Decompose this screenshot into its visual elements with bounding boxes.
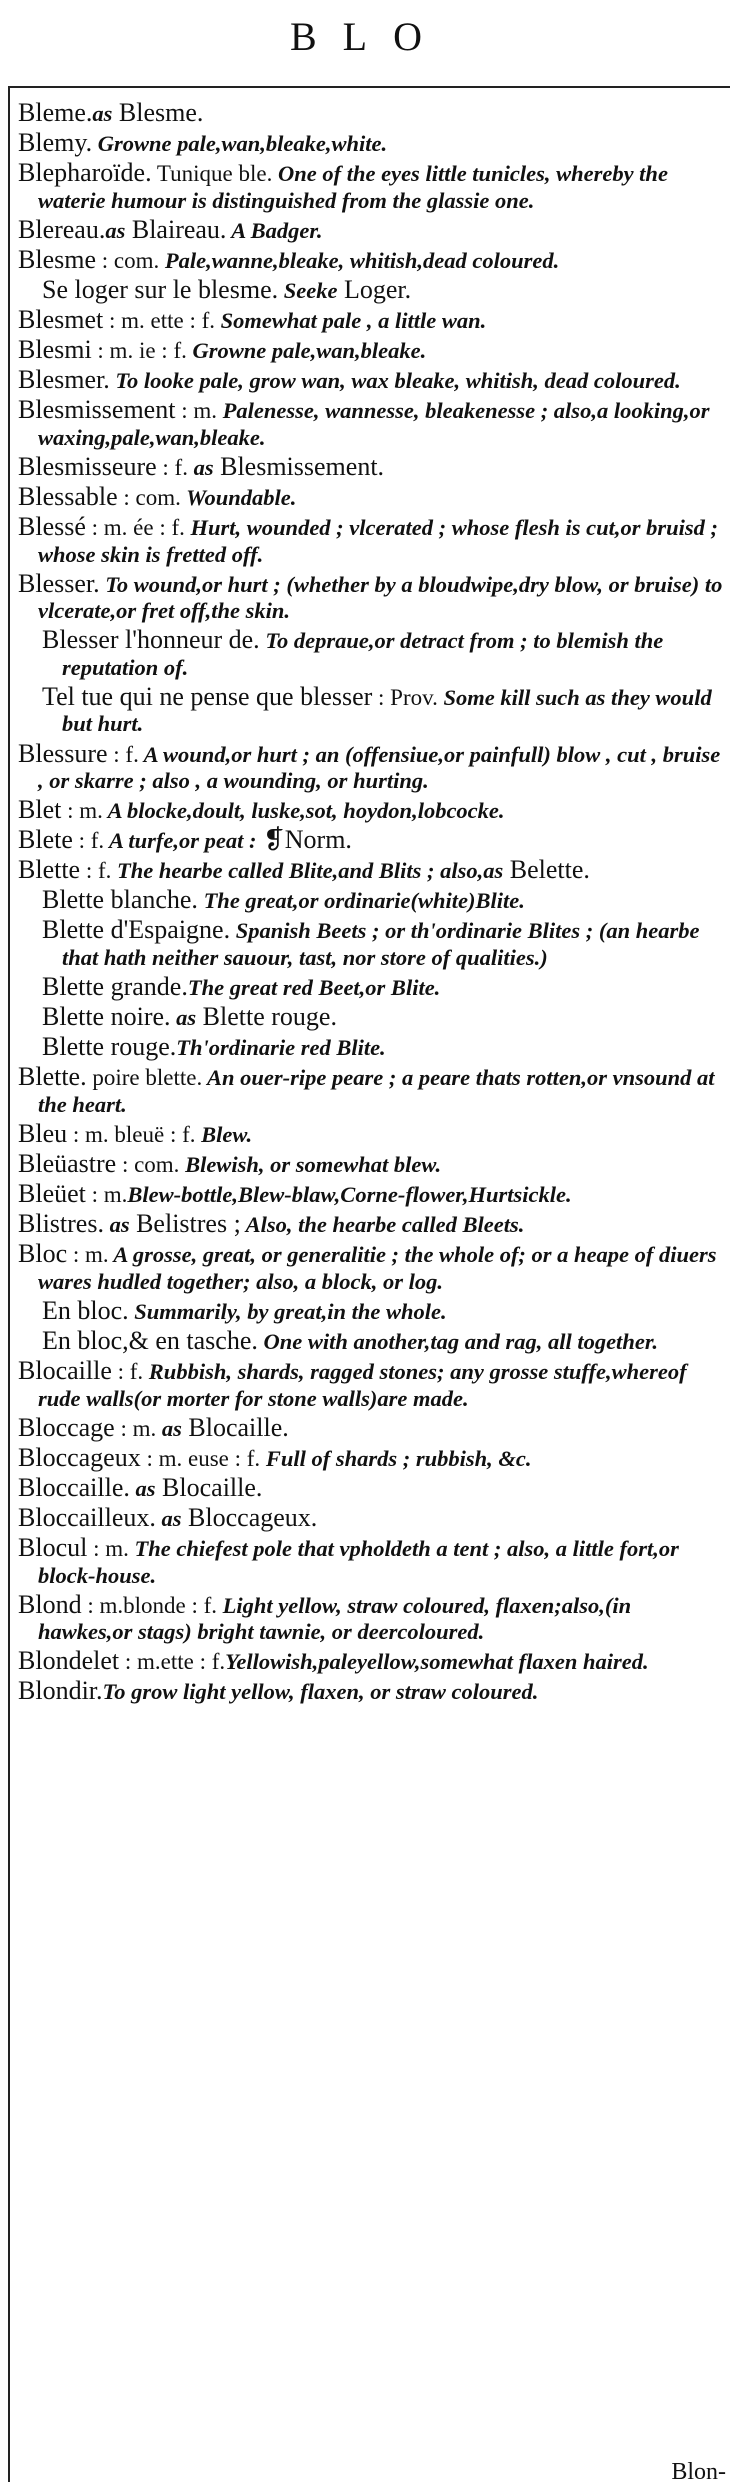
grammar: : com.	[116, 1152, 180, 1178]
definition: A turfe,or peat :	[104, 828, 257, 854]
dictionary-entry	[18, 451, 730, 482]
headword: Blesmi	[18, 335, 92, 365]
definition: A grosse, great, or generalitie ; the whole of; or a heape of diuers wares hudled together; also, a block, or log.	[38, 1242, 717, 1294]
definition: Th'ordinarie red Blite.	[176, 1035, 386, 1061]
headword: Bloccage	[18, 1412, 115, 1442]
grammar: : m.ette : f.	[119, 1649, 226, 1675]
definition: Summarily, by great,in the whole.	[128, 1298, 447, 1324]
reference: Blesme.	[112, 98, 204, 127]
grammar: : com.	[117, 485, 181, 511]
headword: Bloccaille.	[18, 1472, 130, 1502]
definition: Woundable.	[180, 485, 297, 511]
grammar: : f.	[80, 858, 112, 884]
dictionary-entry	[18, 1535, 730, 1589]
sub-entry	[42, 1004, 730, 1032]
definition: Rubbish, shards, ragged stones; any grosse stuffe,whereof rude walls(or morter for stone walls)are made.	[38, 1359, 687, 1411]
page-title: BLO	[290, 14, 448, 59]
dictionary-entry	[18, 130, 730, 158]
dictionary-entry	[18, 214, 730, 245]
grammar: : m.	[175, 398, 217, 424]
grammar: : m. ie : f.	[91, 338, 187, 364]
grammar: : f.	[72, 828, 105, 854]
grammar: : f.	[111, 1359, 144, 1385]
headword: Blesser l'honneur de.	[42, 625, 260, 655]
dictionary-entry	[18, 1181, 730, 1209]
headword: Blete	[18, 825, 73, 855]
headword: Blesmissement	[18, 395, 176, 425]
dictionary-entry	[18, 397, 730, 451]
headword: Bleüet	[18, 1179, 86, 1209]
headword: Blesmisseure	[18, 451, 157, 481]
dictionary-entry	[18, 514, 730, 568]
headword: Blepharoïde.	[18, 158, 152, 188]
reference: ❡Norm.	[256, 825, 352, 855]
grammar: : m.blonde : f.	[81, 1592, 218, 1618]
definition: as	[105, 217, 126, 243]
definition: as	[170, 1005, 197, 1031]
sub-entry	[42, 917, 730, 971]
headword: Blette blanche.	[42, 885, 198, 915]
grammar: : f.	[156, 454, 188, 480]
headword: Blette rouge.	[42, 1032, 177, 1062]
headword: Blette	[18, 855, 81, 885]
headword: En bloc.	[42, 1295, 129, 1325]
headword: Blette noire.	[42, 1002, 171, 1032]
definition: as	[156, 1415, 182, 1441]
page-header	[0, 4, 738, 70]
definition: Pale,wanne,bleake, whitish,dead coloured.	[159, 247, 560, 273]
definition: as	[155, 1505, 182, 1531]
dictionary-entry	[18, 738, 730, 795]
definition: The great,or ordinarie(white)Blite.	[197, 888, 525, 914]
dictionary-entry	[18, 484, 730, 512]
dictionary-entry	[18, 307, 730, 335]
definition: Somewhat pale , a little wan.	[215, 308, 487, 334]
grammar: Tunique ble.	[151, 161, 273, 187]
grammar: poire blette.	[86, 1065, 203, 1091]
definition: Blew-bottle,Blew-blaw,Corne-flower,Hurtsickle.	[127, 1182, 572, 1208]
definition: To grow light yellow, flaxen, or straw coloured.	[102, 1679, 539, 1705]
headword: Blemy.	[18, 128, 93, 158]
column-rule	[8, 86, 10, 2482]
headword: Blessure	[18, 738, 108, 768]
reference: Loger.	[337, 274, 412, 304]
dictionary-entry	[18, 367, 730, 395]
definition: as	[129, 1475, 156, 1501]
definition: Growne pale,wan,bleake.	[186, 338, 427, 364]
dictionary-entries	[18, 100, 730, 1708]
dictionary-entry	[18, 1118, 730, 1149]
definition: A Badger.	[226, 217, 323, 243]
definition: as	[103, 1212, 130, 1238]
dictionary-entry	[18, 1442, 730, 1473]
headword: Blette grande.	[42, 972, 188, 1002]
definition: The great red Beet,or Blite.	[187, 975, 441, 1001]
headword: Blette.	[18, 1062, 87, 1092]
headword: Blesmer.	[18, 365, 110, 395]
grammar: : m.	[85, 1182, 128, 1208]
reference: Blaireau.	[125, 214, 227, 244]
headword: Blet	[18, 795, 62, 825]
definition: Hurt, wounded ; vlcerated ; whose flesh is cut,or bruisd ; whose skin is fretted off.	[38, 515, 719, 567]
sub-entry	[42, 627, 730, 681]
sub-entry	[42, 681, 730, 738]
reference: Blette rouge.	[196, 1002, 337, 1032]
definition: To looke pale, grow wan, wax bleake, whitish, dead coloured.	[109, 368, 681, 394]
headword: Blessé	[18, 512, 86, 542]
definition: Palenesse, wannesse, bleakenesse ; also,a looking,or waxing,pale,wan,bleake.	[38, 398, 710, 450]
definition: One of the eyes little tunicles, whereby the waterie humour is distinguished from the glassie one.	[38, 161, 668, 213]
definition: as	[92, 101, 113, 126]
definition: To wound,or hurt ; (whether by a bloudwipe,dry blow, or bruise) to vlcerate,or fret off,the skin.	[38, 571, 723, 624]
dictionary-entry	[18, 1502, 730, 1533]
dictionary-entry	[18, 1678, 730, 1706]
grammar: : m. ée : f.	[85, 515, 185, 541]
dictionary-entry	[18, 244, 730, 275]
dictionary-entry	[18, 1151, 730, 1179]
reference: Blesmissement.	[213, 451, 385, 481]
definition: Some kill such as they would but hurt.	[62, 684, 712, 737]
dictionary-entry	[18, 1358, 730, 1412]
grammar: : m.	[61, 798, 103, 824]
dictionary-entry	[18, 1472, 730, 1503]
headword: Bloccailleux.	[18, 1502, 156, 1532]
definition: A blocke,doult, luske,sot, hoydon,lobcocke.	[102, 798, 505, 824]
definition: Full of shards ; rubbish, &c.	[260, 1445, 532, 1471]
headword: Blondelet	[18, 1646, 120, 1676]
grammar: : m. euse : f.	[140, 1445, 261, 1471]
headword: En bloc,& en tasche.	[42, 1326, 258, 1355]
grammar: : m. bleuë : f.	[67, 1121, 196, 1147]
dictionary-entry	[18, 827, 730, 855]
dictionary-entry	[18, 1241, 730, 1295]
headword: Blessable	[18, 482, 118, 512]
headword: Blesme	[18, 244, 96, 274]
dictionary-entry	[18, 1648, 730, 1676]
reference: Bloccageux.	[181, 1502, 318, 1532]
dictionary-entry	[18, 100, 730, 128]
dictionary-entry	[18, 1211, 730, 1239]
headword: Bleme.	[18, 98, 93, 127]
definition: as	[187, 454, 214, 480]
dictionary-entry	[18, 337, 730, 365]
dictionary-entry	[18, 857, 730, 885]
headword: Blette d'Espaigne.	[42, 915, 231, 945]
definition: Seeke	[278, 277, 338, 303]
dictionary-entry	[18, 1589, 730, 1646]
definition: To depraue,or detract from ; to blemish the reputation of.	[62, 628, 664, 680]
dictionary-entry	[18, 160, 730, 214]
definition: Also, the hearbe called Bleets.	[240, 1212, 525, 1238]
grammar: : m.	[67, 1242, 109, 1268]
headword: Blereau.	[18, 214, 106, 244]
grammar: : m.	[114, 1415, 157, 1441]
dictionary-entry	[18, 1064, 730, 1118]
headword: Bloccageux	[18, 1442, 141, 1472]
sub-entry	[42, 887, 730, 915]
definition: The hearbe called Blite,and Blits ; also,as	[111, 858, 504, 884]
headword: Tel tue qui ne pense que blesser	[42, 681, 373, 711]
grammar: : f.	[107, 741, 139, 767]
sub-entry	[42, 1034, 730, 1062]
headword: Bleüastre	[18, 1149, 117, 1179]
dictionary-entry	[18, 797, 730, 825]
definition: Growne pale,wan,bleake,white.	[92, 131, 388, 157]
headword: Blesmet	[18, 305, 104, 335]
definition: Light yellow, straw coloured, flaxen;also,(in hawkes,or stags) bright tawnie, or deercoloured.	[38, 1592, 632, 1645]
sub-entry	[42, 1295, 730, 1326]
headword: Blocaille	[18, 1356, 112, 1386]
catchword: Blon-	[671, 2459, 726, 2485]
grammar: : m.	[87, 1536, 129, 1562]
grammar: : com.	[96, 247, 160, 273]
definition: Yellowish,paleyellow,somewhat flaxen haired.	[225, 1649, 649, 1675]
dictionary-entry	[18, 1412, 730, 1443]
headword: Se loger sur le blesme.	[42, 274, 279, 304]
reference: Blocaille.	[181, 1412, 289, 1442]
headword: Blocul	[18, 1533, 88, 1563]
sub-entry	[42, 1328, 730, 1356]
definition: The chiefest pole that vpholdeth a tent ; also, a little fort,or block-house.	[38, 1536, 679, 1588]
sub-entry	[42, 274, 730, 305]
reference: Belistres ;	[129, 1209, 241, 1239]
headword: Blond	[18, 1589, 82, 1619]
reference: Blocaille.	[155, 1472, 263, 1502]
headword: Blesser.	[18, 568, 100, 598]
definition: Blewish, or somewhat blew.	[179, 1152, 442, 1178]
reference: Belette.	[503, 855, 590, 885]
definition: Blew.	[195, 1121, 253, 1147]
definition: An ouer-ripe peare ; a peare thats rotten,or vnsound at the heart.	[38, 1065, 715, 1117]
definition: A wound,or hurt ; an (offensiue,or painfull) blow , cut , bruise , or skarre ; also , a wounding, or hurting.	[38, 741, 721, 793]
headword: Bleu	[18, 1118, 68, 1148]
headword: Blistres.	[18, 1209, 104, 1239]
headword: Blondir.	[18, 1676, 103, 1706]
sub-entry	[42, 974, 730, 1002]
headword: Bloc	[18, 1239, 68, 1269]
grammar: : m. ette : f.	[103, 308, 215, 334]
definition: Spanish Beets ; or th'ordinarie Blites ; (an hearbe that hath neither sauour, tast, nor store of qualities.)	[62, 918, 700, 970]
grammar: : Prov.	[372, 684, 438, 710]
definition: One with another,tag and rag, all together.	[257, 1329, 658, 1354]
header-rule	[8, 86, 730, 88]
dictionary-entry	[18, 568, 730, 625]
